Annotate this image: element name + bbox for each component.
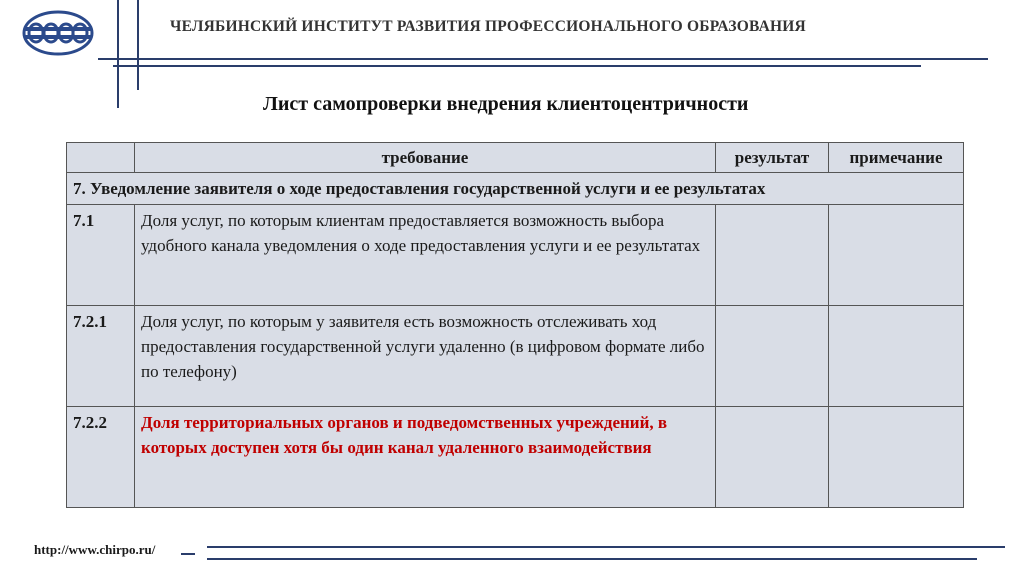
footer-line-3 [207, 558, 977, 560]
column-header-note: примечание [829, 143, 964, 173]
row-result-cell [716, 407, 829, 508]
row-number: 7.2.1 [67, 306, 135, 407]
page-title: Лист самопроверки внедрения клиентоцентричности [263, 93, 749, 115]
section-title: 7. Уведомление заявителя о ходе предоставления государственной услуги и ее результатах [67, 173, 964, 205]
chirpo-logo-icon [22, 10, 94, 56]
frame-horizontal-line-1 [98, 58, 988, 60]
row-result-cell [716, 205, 829, 306]
frame-horizontal-line-2 [113, 65, 921, 67]
column-header-number [67, 143, 135, 173]
table-row [67, 205, 964, 306]
row-number: 7.1 [67, 205, 135, 306]
footer-line-1 [207, 546, 1005, 548]
organization-title: ЧЕЛЯБИНСКИЙ ИНСТИТУТ РАЗВИТИЯ ПРОФЕССИОНАЛЬНОГО ОБРАЗОВАНИЯ [170, 18, 806, 35]
footer-line-2 [181, 553, 195, 555]
row-requirement-highlighted: Доля территориальных органов и подведомственных учреждений, в которых доступен хотя бы один канал удаленного взаимодействия [135, 407, 716, 508]
table-row [67, 306, 964, 407]
frame-vertical-line-1 [117, 0, 119, 108]
row-note-cell [829, 205, 964, 306]
row-requirement: Доля услуг, по которым клиентам предоставляется возможность выбора удобного канала уведомления о ходе предоставления услуги и ее результатах [135, 205, 716, 306]
row-note-cell [829, 306, 964, 407]
section-row [67, 173, 964, 205]
self-check-table [66, 142, 964, 508]
column-header-requirement: требование [135, 143, 716, 173]
table-row [67, 407, 964, 508]
row-note-cell [829, 407, 964, 508]
row-requirement: Доля услуг, по которым у заявителя есть возможность отслеживать ход предоставления государственной услуги удаленно (в цифровом формате либо по телефону) [135, 306, 716, 407]
frame-vertical-line-2 [137, 0, 139, 90]
row-result-cell [716, 306, 829, 407]
column-header-result: результат [716, 143, 829, 173]
footer-url-link[interactable]: http://www.chirpo.ru/ [34, 542, 156, 557]
table-header-row [67, 143, 964, 173]
row-number: 7.2.2 [67, 407, 135, 508]
